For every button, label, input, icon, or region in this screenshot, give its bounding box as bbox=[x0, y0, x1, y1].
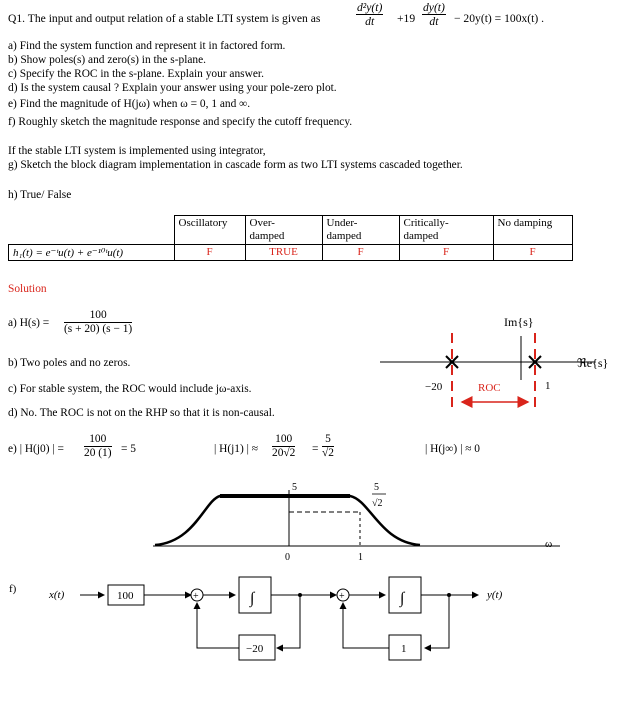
header-overdamped: Over- damped bbox=[245, 216, 322, 245]
omega-label: ω bbox=[545, 538, 553, 550]
header-critically-damped: Critically- damped bbox=[399, 216, 493, 245]
value-overdamped: TRUE bbox=[245, 245, 322, 261]
im-label: Im{s} bbox=[504, 315, 534, 329]
sol-e1-den: 20√2 bbox=[272, 447, 296, 459]
feedback-path-2-out bbox=[343, 603, 389, 648]
sol-einf: | H(j∞) | ≈ 0 bbox=[425, 443, 480, 455]
integrator-line1: If the stable LTI system is implemented using integrator, bbox=[8, 145, 266, 157]
roc-label: ROC bbox=[478, 382, 501, 394]
value-critically-damped: F bbox=[399, 245, 493, 261]
eq-dy: dy(t) bbox=[423, 1, 445, 14]
integrator-2-symbol: ∫ bbox=[400, 590, 405, 607]
integrator-block-1 bbox=[239, 577, 271, 613]
feedback-path-1-in bbox=[277, 595, 300, 648]
part-h-title: h) True/ False bbox=[8, 189, 72, 201]
sol-b: b) Two poles and no zeros. bbox=[8, 357, 131, 369]
input-label: x(t) bbox=[49, 589, 65, 601]
question-intro: The input and output relation of a stable LTI system is given as bbox=[27, 12, 321, 25]
part-c: c) Specify the ROC in the s-plane. Explain your answer. bbox=[8, 68, 264, 80]
sol-e0-val: = 5 bbox=[121, 443, 136, 455]
sum2-plus: + bbox=[339, 591, 345, 602]
re-label: ℜe{s} bbox=[577, 356, 609, 370]
integrator-1-symbol: ∫ bbox=[250, 590, 255, 607]
header-no-damping: No damping bbox=[493, 216, 572, 245]
value-no-damping: F bbox=[493, 245, 572, 261]
label-5: 5 bbox=[292, 482, 297, 493]
part-f: f) Roughly sketch the magnitude response and specify the cutoff frequency. bbox=[8, 116, 353, 128]
feedback-gain-2: 1 bbox=[401, 643, 407, 655]
eq-dt-2: dt bbox=[429, 15, 439, 28]
value-underdamped: F bbox=[322, 245, 399, 261]
header-underdamped: Under- damped bbox=[322, 216, 399, 245]
output-label: y(t) bbox=[487, 589, 503, 601]
sol-a-den: (s + 20) (s − 1) bbox=[64, 323, 133, 335]
tick-1: 1 bbox=[358, 552, 363, 563]
header-oscillatory: Oscillatory bbox=[174, 216, 245, 245]
question-label: Q1. bbox=[8, 12, 26, 25]
value-oscillatory: F bbox=[174, 245, 245, 261]
part-g: g) Sketch the block diagram implementation in cascade form as two LTI systems cascaded together. bbox=[8, 159, 463, 171]
sol-e0-den: 20 (1) bbox=[84, 447, 112, 459]
label-f: f) bbox=[9, 583, 17, 595]
part-a: a) Find the system function and represent it in factored form. bbox=[8, 40, 286, 52]
eq-d2y: d²y(t) bbox=[357, 1, 383, 14]
sol-e1-num2: 5 bbox=[322, 433, 334, 447]
sol-a-num: 100 bbox=[64, 309, 132, 323]
eq-dt-1: dt bbox=[365, 15, 375, 28]
sol-c: c) For stable system, the ROC would include jω-axis. bbox=[8, 383, 252, 395]
part-e: e) Find the magnitude of H(jω) when ω = 0, 1 and ∞. bbox=[8, 98, 251, 110]
integrator-block-2 bbox=[389, 577, 421, 613]
sol-e1-num: 100 bbox=[272, 433, 295, 447]
sol-e0-label: e) | H(j0) | = bbox=[8, 443, 64, 455]
row-label: h₁(t) = e⁻ᵗu(t) + e⁻¹⁰ᵗu(t) bbox=[9, 245, 175, 261]
eq-tail: − 20y(t) = 100x(t) . bbox=[454, 12, 545, 25]
sum1-plus: + bbox=[193, 591, 199, 602]
solution-title: Solution bbox=[8, 283, 47, 295]
label-5-num: 5 bbox=[374, 482, 379, 493]
gain-value: 100 bbox=[117, 590, 134, 602]
tick-0: 0 bbox=[285, 552, 290, 563]
sol-a-label: a) H(s) = bbox=[8, 317, 50, 329]
part-b: b) Show poles(s) and zero(s) in the s-plane. bbox=[8, 54, 207, 66]
label-5-den: √2 bbox=[372, 498, 383, 509]
eq-plus19: +19 bbox=[397, 12, 416, 25]
sol-e1-label: | H(j1) | ≈ bbox=[214, 443, 259, 455]
sol-e0-num: 100 bbox=[84, 433, 112, 447]
feedback-path-1-out bbox=[197, 603, 239, 648]
sol-e1-eq: = bbox=[312, 443, 319, 455]
feedback-path-2-in bbox=[425, 595, 449, 648]
feedback-gain-1: −20 bbox=[246, 643, 264, 655]
part-d: d) Is the system causal ? Explain your answer using your pole-zero plot. bbox=[8, 82, 337, 94]
sol-d: d) No. The ROC is not on the RHP so that it is non-causal. bbox=[8, 407, 275, 419]
sol-e1-den2: √2 bbox=[322, 447, 334, 459]
pole-label-minus20: −20 bbox=[425, 381, 443, 393]
pole-label-1: 1 bbox=[545, 380, 551, 392]
